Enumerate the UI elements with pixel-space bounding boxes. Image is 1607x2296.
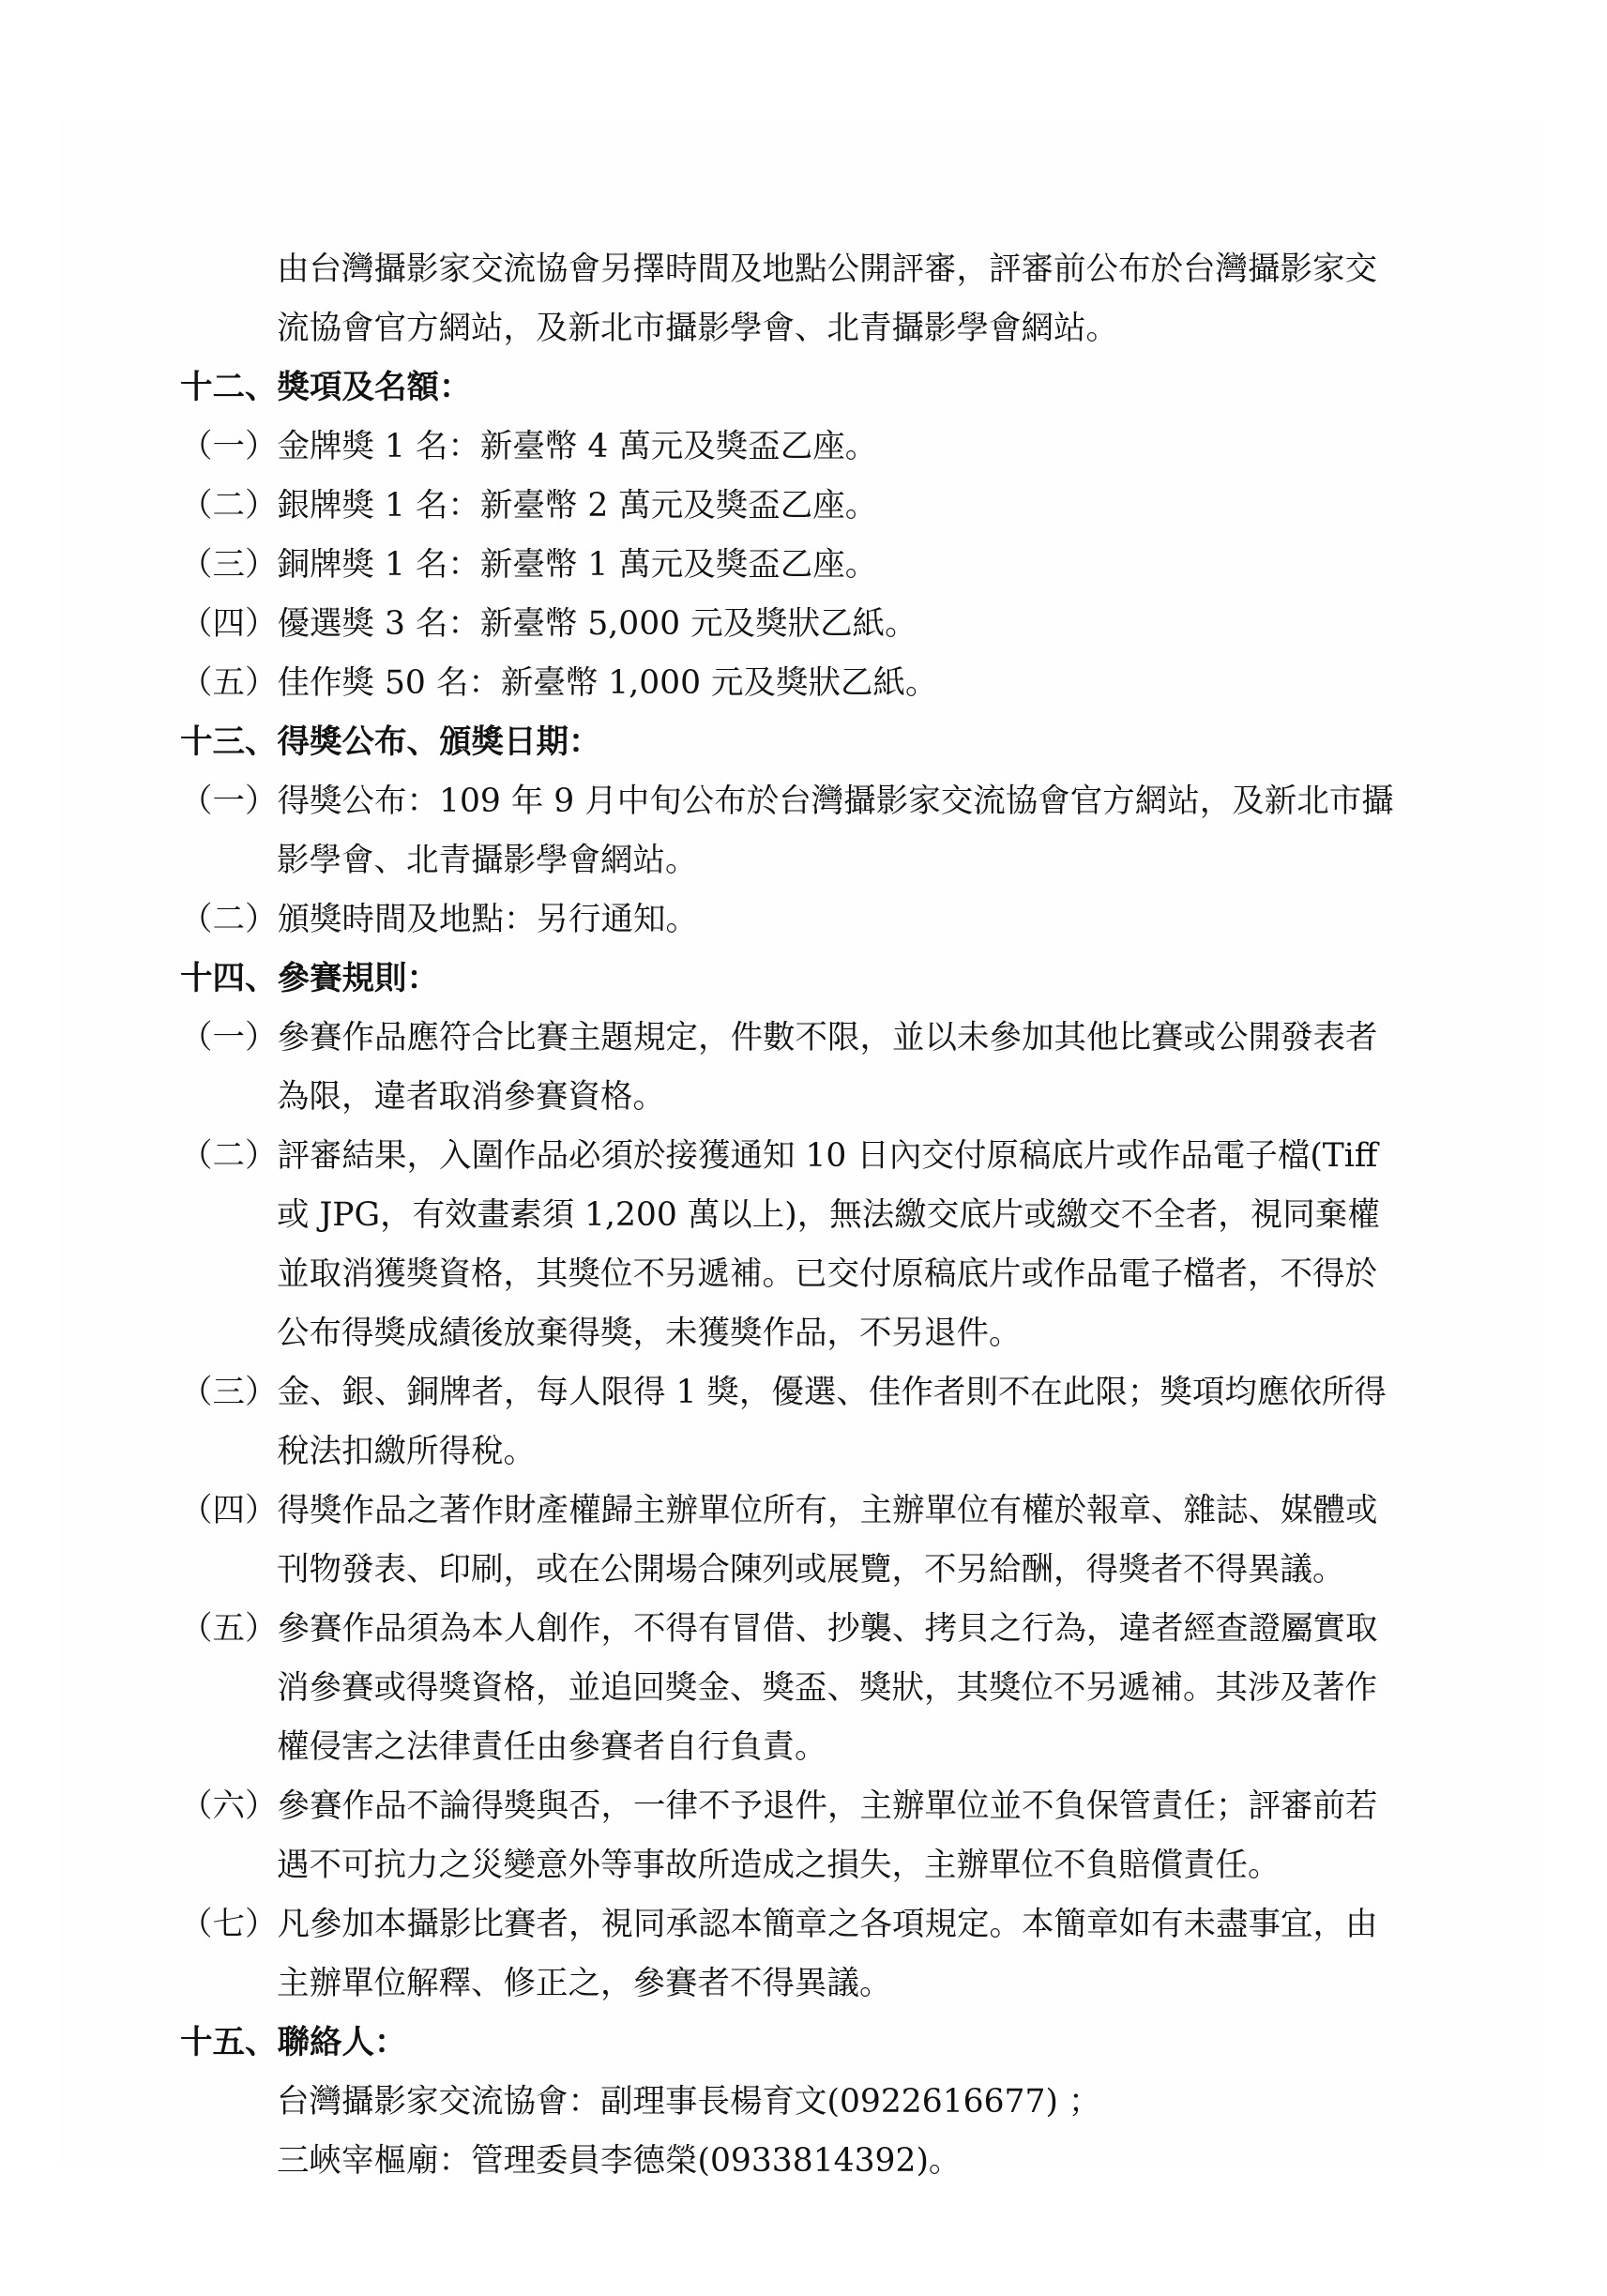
rule-item-line: 權侵害之法律責任由參賽者自行負責。 <box>277 1728 827 1766</box>
rule-item-line: （六）參賽作品不論得獎與否，一律不予退件，主辦單位並不負保管責任；評審前若 <box>180 1787 1378 1825</box>
document-page <box>60 120 1542 2180</box>
section-14-heading: 十四、參賽規則： <box>180 960 439 997</box>
section-12-heading: 十二、獎項及名額： <box>180 369 472 406</box>
intro-line: 流協會官方網站，及新北市攝影學會、北青攝影學會網站。 <box>277 310 1118 347</box>
award-item: （二）銀牌獎 1 名：新臺幣 2 萬元及獎盃乙座。 <box>180 487 878 525</box>
award-item: （一）金牌獎 1 名：新臺幣 4 萬元及獎盃乙座。 <box>180 428 878 465</box>
announcement-item-line: （一）得獎公布：109 年 9 月中旬公布於台灣攝影家交流協會官方網站，及新北市攝 <box>180 783 1394 820</box>
rule-item-line: 稅法扣繳所得稅。 <box>277 1433 536 1470</box>
rule-item-line: （二）評審結果，入圍作品必須於接獲通知 10 日內交付原稿底片或作品電子檔(Tiff <box>180 1137 1378 1175</box>
rule-item-line: （七）凡參加本攝影比賽者，視同承認本簡章之各項規定。本簡章如有未盡事宜，由 <box>180 1906 1378 1943</box>
rule-item-line: 並取消獲獎資格，其獎位不另遞補。已交付原稿底片或作品電子檔者，不得於 <box>277 1255 1377 1293</box>
rule-item-line: 或 JPG，有效畫素須 1,200 萬以上)，無法繳交底片或繳交不全者，視同棄權 <box>277 1196 1380 1234</box>
contact-line: 台灣攝影家交流協會：副理事長楊育文(0922616677) ； <box>277 2083 1101 2121</box>
announcement-item-line: 影學會、北青攝影學會網站。 <box>277 842 698 879</box>
rule-item-line: （三）金、銀、銅牌者，每人限得 1 獎，優選、佳作者則不在此限；獎項均應依所得 <box>180 1374 1387 1411</box>
contact-line: 三峽宰樞廟：管理委員李德榮(0933814392)。 <box>277 2142 962 2180</box>
section-13-heading: 十三、得獎公布、頒獎日期： <box>180 723 601 761</box>
award-item: （三）銅牌獎 1 名：新臺幣 1 萬元及獎盃乙座。 <box>180 546 878 584</box>
rule-item-line: 消參賽或得獎資格，並追回獎金、獎盃、獎狀，其獎位不另遞補。其涉及著作 <box>277 1669 1377 1707</box>
award-item: （四）優選獎 3 名：新臺幣 5,000 元及獎狀乙紙。 <box>180 605 917 643</box>
ceremony-item: （二）頒獎時間及地點：另行通知。 <box>180 901 698 938</box>
rule-item-line: （一）參賽作品應符合比賽主題規定，件數不限，並以未參加其他比賽或公開發表者 <box>180 1019 1378 1057</box>
rule-item-line: 為限，違者取消參賽資格。 <box>277 1078 665 1116</box>
intro-line: 由台灣攝影家交流協會另擇時間及地點公開評審，評審前公布於台灣攝影家交 <box>277 251 1377 288</box>
document-content <box>180 240 1569 2191</box>
rule-item-line: 主辦單位解釋、修正之，參賽者不得異議。 <box>277 1965 892 2002</box>
rule-item-line: 刊物發表、印刷，或在公開場合陳列或展覽，不另給酬，得獎者不得異議。 <box>277 1551 1345 1589</box>
rule-item-line: （四）得獎作品之著作財產權歸主辦單位所有，主辦單位有權於報章、雜誌、媒體或 <box>180 1492 1378 1529</box>
rule-item-line: 遇不可抗力之災變意外等事故所造成之損失，主辦單位不負賠償責任。 <box>277 1847 1281 1884</box>
rule-item-line: 公布得獎成績後放棄得獎，未獲獎作品，不另退件。 <box>277 1315 1022 1352</box>
rule-item-line: （五）參賽作品須為本人創作，不得有冒借、抄襲、拷貝之行為，違者經查證屬實取 <box>180 1610 1378 1648</box>
award-item: （五）佳作獎 50 名：新臺幣 1,000 元及獎狀乙紙。 <box>180 664 938 702</box>
section-15-heading: 十五、聯絡人： <box>180 2024 407 2061</box>
